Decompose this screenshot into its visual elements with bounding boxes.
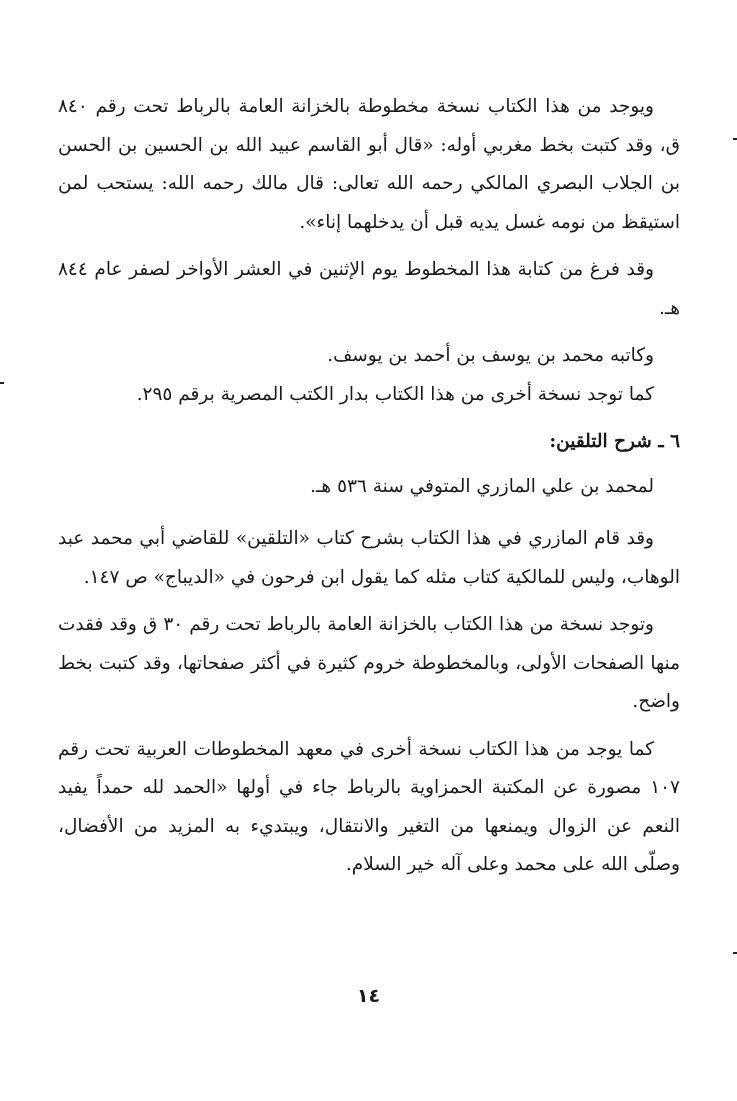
scan-edge-mark xyxy=(733,138,737,140)
paragraph-scribe: وكاتبه محمد بن يوسف بن أحمد بن يوسف. xyxy=(327,345,654,366)
paragraph-mazari-commentary: وقد قام المازري في هذا الكتاب بشرح كتاب «التلقين» للقاضي أبي محمد عبد الوهاب، وليس للمالكية كتاب مثله كما يقول ابن فرحون في «الديباج» ص ١٤٧. xyxy=(58,528,680,588)
scan-edge-mark xyxy=(733,952,737,954)
page-body xyxy=(58,88,680,894)
page-number: ١٤ xyxy=(356,985,381,1007)
paragraph-rabat-copy: وتوجد نسخة من هذا الكتاب بالخزانة العامة بالرباط تحت رقم ٣٠ ق وقد فقدت منها الصفحات الأولى، وبالمخطوطة خروم كثيرة في أكثر صفحاتها، وقد كتبت بخط واضح. xyxy=(58,614,680,712)
paragraph-egyptian-copy: كما توجد نسخة أخرى من هذا الكتاب بدار الكتب المصرية برقم ٢٩٥. xyxy=(136,383,654,405)
scan-edge-mark xyxy=(0,382,4,384)
paragraph-rabat-manuscript: ويوجد من هذا الكتاب نسخة مخطوطة بالخزانة العامة بالرباط تحت رقم ٨٤٠ ق، وقد كتبت بخط مغربي أوله: «قال أبو القاسم عبيد الله بن الحسين بن الحسن بن الجلاب البصري المالكي رحمه الله تعالى: قال مالك رحمه الله: يستحب لمن استيقظ من نومه غسل يديه قبل أن يدخلهما إناء». xyxy=(58,96,680,233)
author-line: لمحمد بن علي المازري المتوفي سنة ٥٣٦ هـ. xyxy=(310,475,654,497)
section-heading: ٦ ـ شرح التلقين: xyxy=(549,431,680,452)
paragraph-institute-copy: كما يوجد من هذا الكتاب نسخة أخرى في معهد المخطوطات العربية تحت رقم ١٠٧ مصورة عن المكتبة الحمزاوية بالرباط جاء في أولها «الحمد لله حمداً يفيد النعم عن الزوال ويمنعها من التغير والانتقال، ويبتديء به المزيد من الأفضال، وصلّى الله على محمد وعلى آله خير السلام. xyxy=(58,738,680,875)
paragraph-copy-date: وقد فرغ من كتابة هذا المخطوط يوم الإثنين في العشر الأواخر لصفر عام ٨٤٤ هـ. xyxy=(58,259,680,319)
